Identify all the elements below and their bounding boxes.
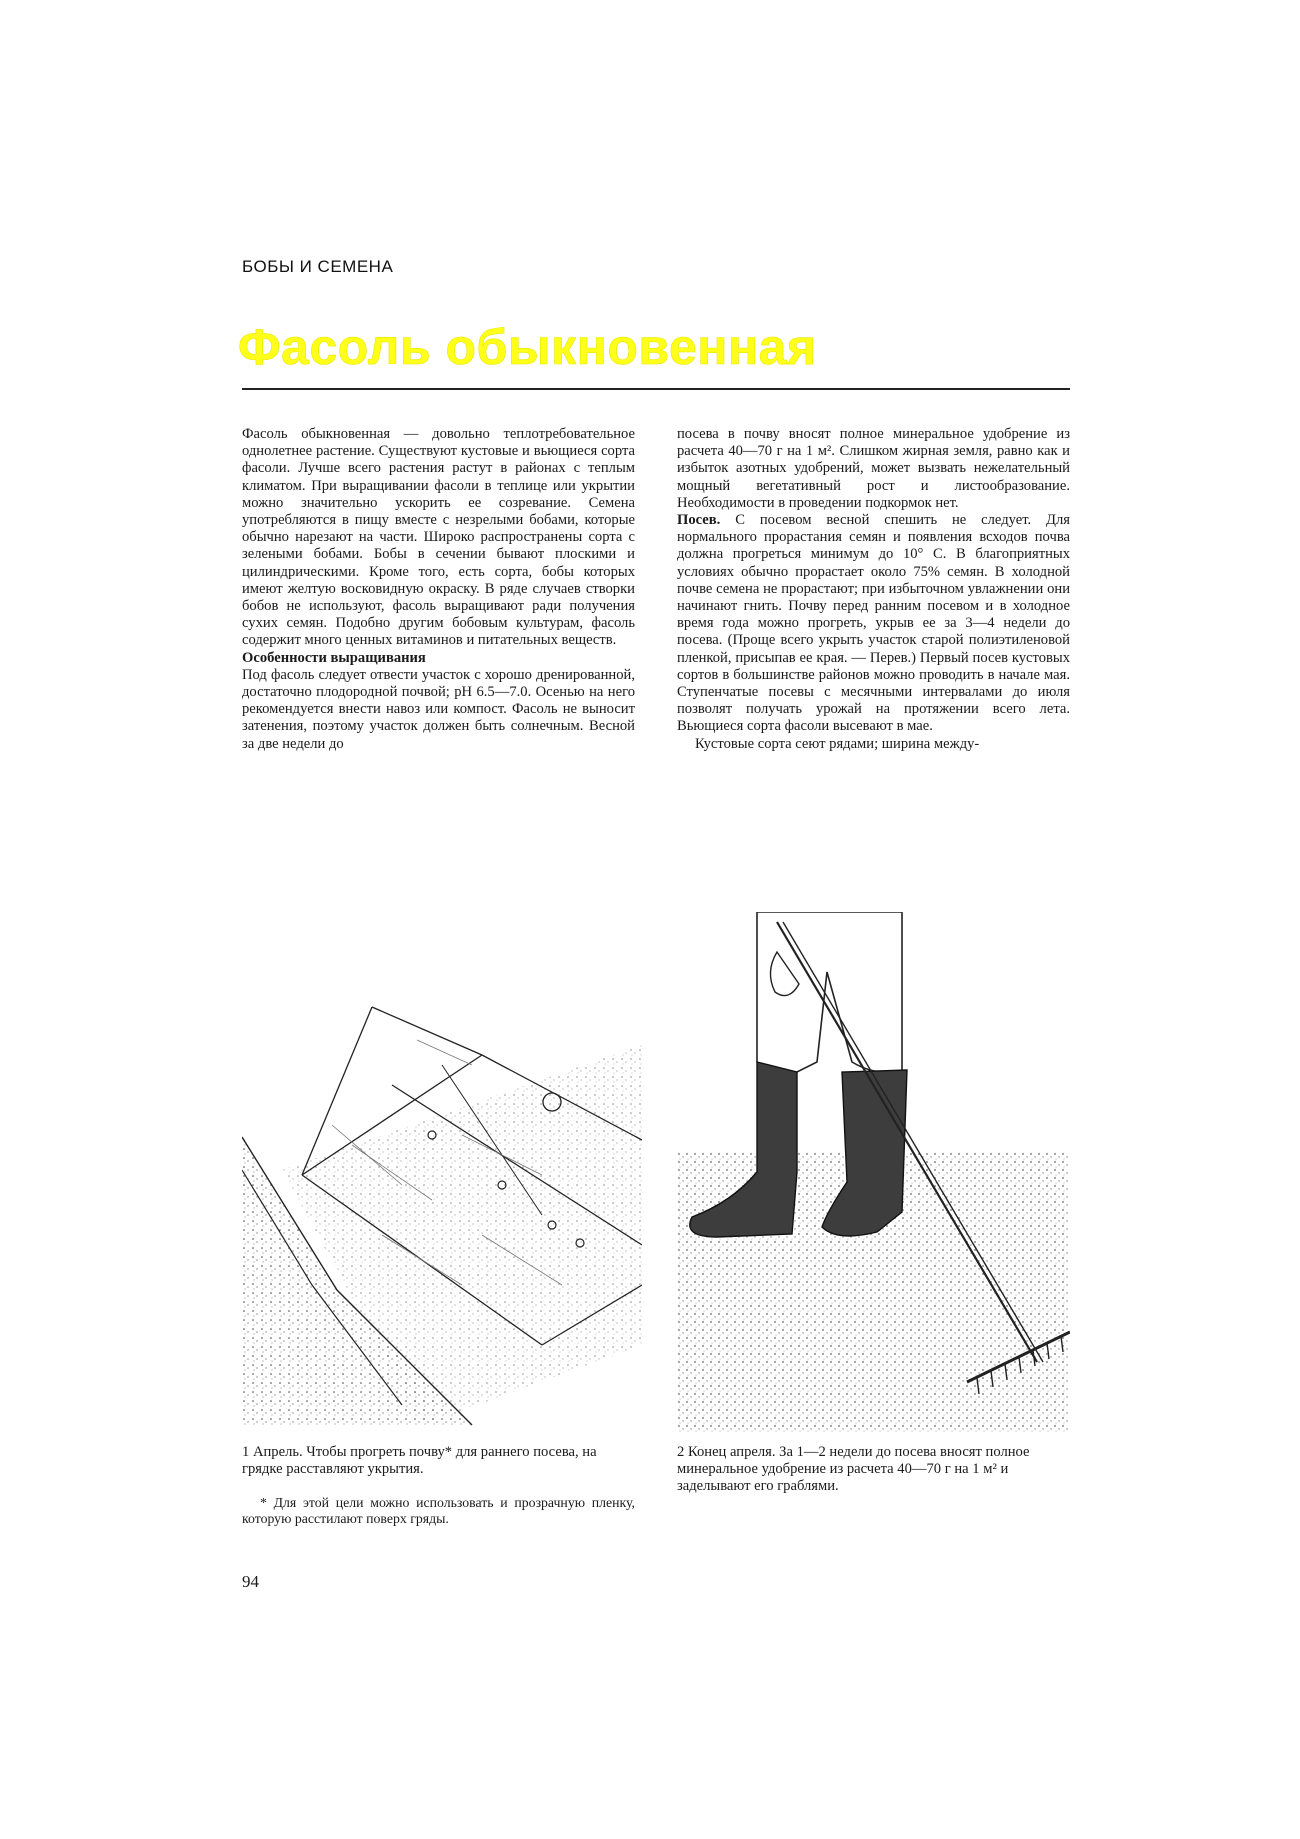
page-number: 94 xyxy=(242,1572,259,1591)
title-divider xyxy=(242,388,1070,390)
growing-paragraph: Под фасоль следует отвести участок с хорошо дренированной, достаточно плодородной почвой; pH 6.5—7.0. Осенью на него рекомендуется внести навоз или компост. Фасоль не выносит затенения, поэтому участок должен быть солнечным. Весной за две недели до xyxy=(242,666,635,752)
bush-paragraph: Кустовые сорта сеют рядами; ширина между- xyxy=(695,735,980,752)
figure-1-caption-text: Апрель. Чтобы прогреть почву* для раннего посева, на грядке расставляют укрытия. xyxy=(242,1444,597,1478)
fertilizer-paragraph: посева в почву вносят полное минеральное удобрение из расчета 40—70 г на 1 м². Слишком жирная земля, равно как и избыток азотных удобрений, может вызвать нежелательный мощный вегетативный рост и листообразование. Необходимости в проведении подкормок нет. xyxy=(677,426,1070,511)
footnote-text: * Для этой цели можно использовать и прозрачную пленку, которую расстилают поверх гряды. xyxy=(242,1495,635,1527)
growing-heading: Особенности выращивания xyxy=(242,649,426,666)
page-title: Фасоль обыкновенная xyxy=(238,319,817,375)
figure-1-caption xyxy=(242,1444,638,1478)
intro-paragraph: Фасоль обыкновенная — довольно теплотребовательное однолетнее растение. Существуют кустовые и вьющиеся сорта фасоли. Лучше всего растения растут в районах с теплым климатом. При выращивании фасоли в теплице или укрытии можно значительно ускорить ее созревание. Семена употребляются в пищу вместе с незрелыми бобами, которые обычно нарезают на части. Широко распространены сорта с зелеными бобами. Бобы в сечении бывают плоскими и цилиндрическими. Кроме того, есть сорта, бобы которых имеют желтую восковидную окраску. В ряде случаев створки бобов не используют, фасоль выращивают ради получения сухих семян. Подобно другим бобовым культурам, фасоль содержит много ценных витаминов и питательных веществ. xyxy=(242,426,635,649)
sowing-lead: Посев. xyxy=(677,512,721,529)
footnote xyxy=(242,1495,635,1528)
figure-2-number: 2 xyxy=(677,1444,685,1460)
figure-2-caption-text: Конец апреля. За 1—2 недели до посева вносят полное минеральное удобрение из расчета 40—70 г на 1 м² и заделывают его граблями. xyxy=(677,1444,1030,1495)
sowing-text: С посевом весной спешить не следует. Для нормального прорастания семян и появления всходов почва должна прогреться минимум до 10° С. В благоприятных условиях обычно прорастает около 75% семян. В холодной почве семена не прорастают; при избыточном увлажнении они начинают гнить. Почву перед ранним посевом и в холодное время года можно прогреть, укрыв ее за 3—4 недели до посева. (Проще всего укрыть участок старой полиэтиленовой пленкой, присыпав ее края. — Перев.) Первый посев кустовых сортов в большинстве районов можно проводить в начале мая. Ступенчатые посевы с месячными интервалами до июля позволят получать урожай на протяжении всего лета. Вьющиеся сорта фасоли высевают в мае. xyxy=(677,512,1070,735)
figure-2-caption xyxy=(677,1444,1070,1496)
right-column xyxy=(677,426,1070,753)
section-label: БОБЫ И СЕМЕНА xyxy=(242,257,394,276)
figure-cloche-illustration xyxy=(242,985,642,1430)
figure-raking-illustration xyxy=(677,912,1070,1432)
sowing-paragraph xyxy=(677,512,1070,736)
figure-1-number: 1 xyxy=(242,1444,250,1460)
left-column xyxy=(242,426,635,753)
